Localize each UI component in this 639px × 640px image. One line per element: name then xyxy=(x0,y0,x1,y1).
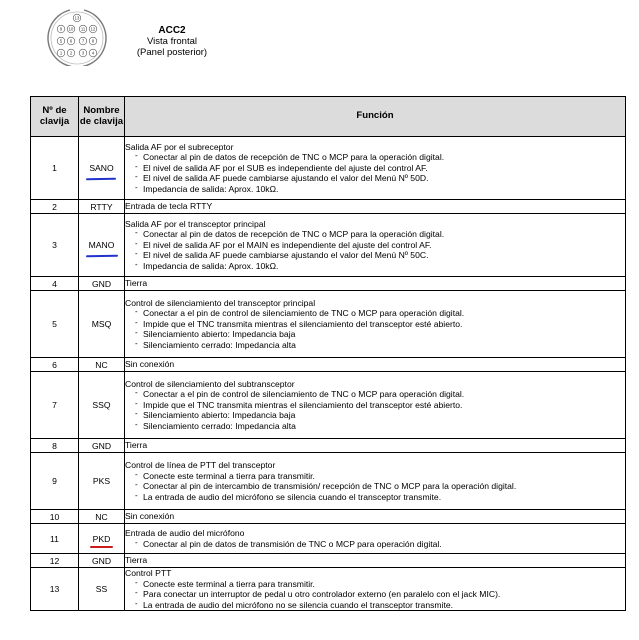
function-item: - Impedancia de salida: Aprox. 10kΩ. xyxy=(135,184,625,195)
connector-pin-label: 12 xyxy=(90,26,96,32)
function-item: - La entrada de audio del micrófono se silencia cuando el transceptor transmite. xyxy=(135,492,625,503)
pin-name-cell xyxy=(79,524,125,554)
pin-number: 4 xyxy=(31,277,79,291)
pin-number: 2 xyxy=(31,200,79,214)
pin-number: 12 xyxy=(31,554,79,568)
pin-name: GND xyxy=(91,278,112,289)
function-item: - Conecte este terminal a tierra para transmitir. xyxy=(135,579,625,590)
function-item: - Silenciamiento cerrado: Impedancia alta xyxy=(135,421,625,432)
table-row xyxy=(31,200,626,214)
function-cell xyxy=(125,568,626,611)
function-item: - Conectar al pin de datos de recepción de TNC o MCP para la operación digital. xyxy=(135,229,625,240)
pin-number: 10 xyxy=(31,510,79,524)
pin-name-underlined: PKD xyxy=(92,533,111,544)
function-list xyxy=(125,471,625,503)
table-row xyxy=(31,510,626,524)
function-item: - Para conectar un interruptor de pedal u otro controlador externo (en paralelo con el jack MIC). xyxy=(135,589,625,600)
pin-number: 1 xyxy=(31,137,79,200)
pin-name-cell xyxy=(79,137,125,200)
function-cell xyxy=(125,453,626,510)
pin-number: 3 xyxy=(31,214,79,277)
pin-name-cell xyxy=(79,510,125,524)
acc2-connector-diagram xyxy=(44,8,110,66)
function-item: - El nivel de salida AF por el MAIN es independiente del ajuste del control AF. xyxy=(135,240,625,251)
pin-name-underlined: SANO xyxy=(89,163,114,173)
connector-pin-label: 5 xyxy=(59,38,63,44)
table-row xyxy=(31,568,626,611)
pin-name: MSQ xyxy=(91,319,112,329)
connector-pin-label: 8 xyxy=(91,38,95,44)
pin-name-cell xyxy=(79,200,125,214)
function-list xyxy=(125,539,625,550)
function-item: - El nivel de salida AF por el SUB es independiente del ajuste del control AF. xyxy=(135,163,625,174)
function-cell xyxy=(125,291,626,358)
function-item: - Impide que el TNC transmita mientras el silenciamiento del transceptor esté abierto. xyxy=(135,400,625,411)
connector-pin-label: 4 xyxy=(91,50,95,56)
table-row xyxy=(31,137,626,200)
pin-name: GND xyxy=(91,555,112,566)
table-row xyxy=(31,277,626,291)
function-cell xyxy=(125,372,626,439)
function-list xyxy=(125,152,625,194)
pin-number: 13 xyxy=(31,568,79,611)
function-cell xyxy=(125,214,626,277)
pin-name: NC xyxy=(95,359,108,370)
function-title: Salida AF por el transceptor principal xyxy=(125,218,266,229)
function-title: Control de silenciamiento del subtransceptor xyxy=(125,378,295,389)
pin-number: 6 xyxy=(31,358,79,372)
pin-name-cell xyxy=(79,372,125,439)
function-title: Tierra xyxy=(125,278,148,289)
header-function: Función xyxy=(125,97,626,137)
connector-pin-label: 10 xyxy=(68,26,74,32)
function-cell xyxy=(125,137,626,200)
pin-name-cell xyxy=(79,453,125,510)
connector-pin-label: 2 xyxy=(69,50,73,56)
function-cell xyxy=(125,277,626,291)
connector-panel: (Panel posterior) xyxy=(136,47,208,58)
function-list xyxy=(125,389,625,431)
connector-pin-label: 7 xyxy=(81,38,85,44)
table-row xyxy=(31,358,626,372)
function-item: - Silenciamiento abierto: Impedancia baja xyxy=(135,410,625,421)
function-title: Sin conexión xyxy=(125,511,175,522)
function-item: - Conecte este terminal a tierra para transmitir. xyxy=(135,471,625,482)
pin-number: 5 xyxy=(31,291,79,358)
pin-name-underlined: MANO xyxy=(88,240,115,250)
table-row xyxy=(31,214,626,277)
table-row xyxy=(31,554,626,568)
function-item: - Conectar a el pin de control de silenciamiento de TNC o MCP para operación digital. xyxy=(135,389,625,400)
function-item: - Conectar al pin de datos de recepción de TNC o MCP para la operación digital. xyxy=(135,152,625,163)
function-title: Tierra xyxy=(125,440,148,451)
function-item: - Conectar al pin de datos de transmisión de TNC o MCP para operación digital. xyxy=(135,539,625,550)
function-cell xyxy=(125,554,626,568)
function-item: - El nivel de salida AF puede cambiarse ajustando el valor del Menú Nº 50D. xyxy=(135,173,625,184)
function-cell xyxy=(125,524,626,554)
header-pin-name: Nombre de clavija xyxy=(79,97,125,137)
pin-number: 8 xyxy=(31,439,79,453)
table-row xyxy=(31,372,626,439)
function-cell xyxy=(125,358,626,372)
pin-name: PKS xyxy=(92,476,111,486)
connector-title: ACC2 xyxy=(158,25,186,36)
pin-number: 9 xyxy=(31,453,79,510)
function-title: Salida AF por el subreceptor xyxy=(125,141,234,152)
function-title: Tierra xyxy=(125,555,148,566)
function-cell xyxy=(125,439,626,453)
table-row xyxy=(31,291,626,358)
function-title: Entrada de tecla RTTY xyxy=(125,201,213,212)
table-row xyxy=(31,524,626,554)
function-item: - Impedancia de salida: Aprox. 10kΩ. xyxy=(135,261,625,272)
pin-name: SSQ xyxy=(92,400,111,410)
connector-pin-label: 1 xyxy=(59,50,63,56)
pin-table xyxy=(30,96,626,611)
function-cell xyxy=(125,200,626,214)
connector-subtitle: Vista frontal xyxy=(147,36,197,47)
connector-pin-label: 13 xyxy=(74,15,80,21)
connector-pin-label: 9 xyxy=(59,26,63,32)
table-row xyxy=(31,453,626,510)
pin-name: RTTY xyxy=(90,201,113,212)
pin-name-cell xyxy=(79,554,125,568)
function-title: Control de silenciamiento del transceptor principal xyxy=(125,297,316,308)
function-item: - El nivel de salida AF puede cambiarse ajustando el valor del Menú Nº 50C. xyxy=(135,250,625,261)
function-list xyxy=(125,308,625,350)
pin-name-cell xyxy=(79,214,125,277)
pin-name: NC xyxy=(95,511,108,522)
function-title: Control de línea de PTT del transceptor xyxy=(125,460,276,470)
function-title: Entrada de audio del micrófono xyxy=(125,528,245,538)
pin-number: 11 xyxy=(31,524,79,554)
function-item: - La entrada de audio del micrófono no se silencia cuando el transceptor transmite. xyxy=(135,600,625,611)
connector-pin-label: 3 xyxy=(81,50,85,56)
function-item: - Conectar a el pin de control de silenciamiento de TNC o MCP para operación digital. xyxy=(135,308,625,319)
table-row xyxy=(31,439,626,453)
connector-pin-label: 11 xyxy=(80,26,86,32)
pin-name-cell xyxy=(79,291,125,358)
pin-number: 7 xyxy=(31,372,79,439)
function-title: Sin conexión xyxy=(125,359,175,370)
connector-pin-label: 6 xyxy=(69,38,73,44)
pin-name-cell xyxy=(79,439,125,453)
function-item: - Conectar al pin de intercambio de transmisión/ recepción de TNC o MCP para la operación digital. xyxy=(135,481,625,492)
function-title: Control PTT xyxy=(125,568,172,578)
function-cell xyxy=(125,510,626,524)
function-item: - Silenciamiento cerrado: Impedancia alta xyxy=(135,340,625,351)
function-item: - Impide que el TNC transmita mientras el silenciamiento del transceptor esté abierto. xyxy=(135,319,625,330)
pin-name-cell xyxy=(79,358,125,372)
pin-name: GND xyxy=(91,440,112,451)
function-item: - Silenciamiento abierto: Impedancia baja xyxy=(135,329,625,340)
header-pin-number: Nº de clavija xyxy=(31,97,79,137)
pin-name: SS xyxy=(95,584,108,594)
pin-name-cell xyxy=(79,277,125,291)
function-list xyxy=(125,229,625,271)
pin-name-cell xyxy=(79,568,125,611)
function-list xyxy=(125,579,625,611)
